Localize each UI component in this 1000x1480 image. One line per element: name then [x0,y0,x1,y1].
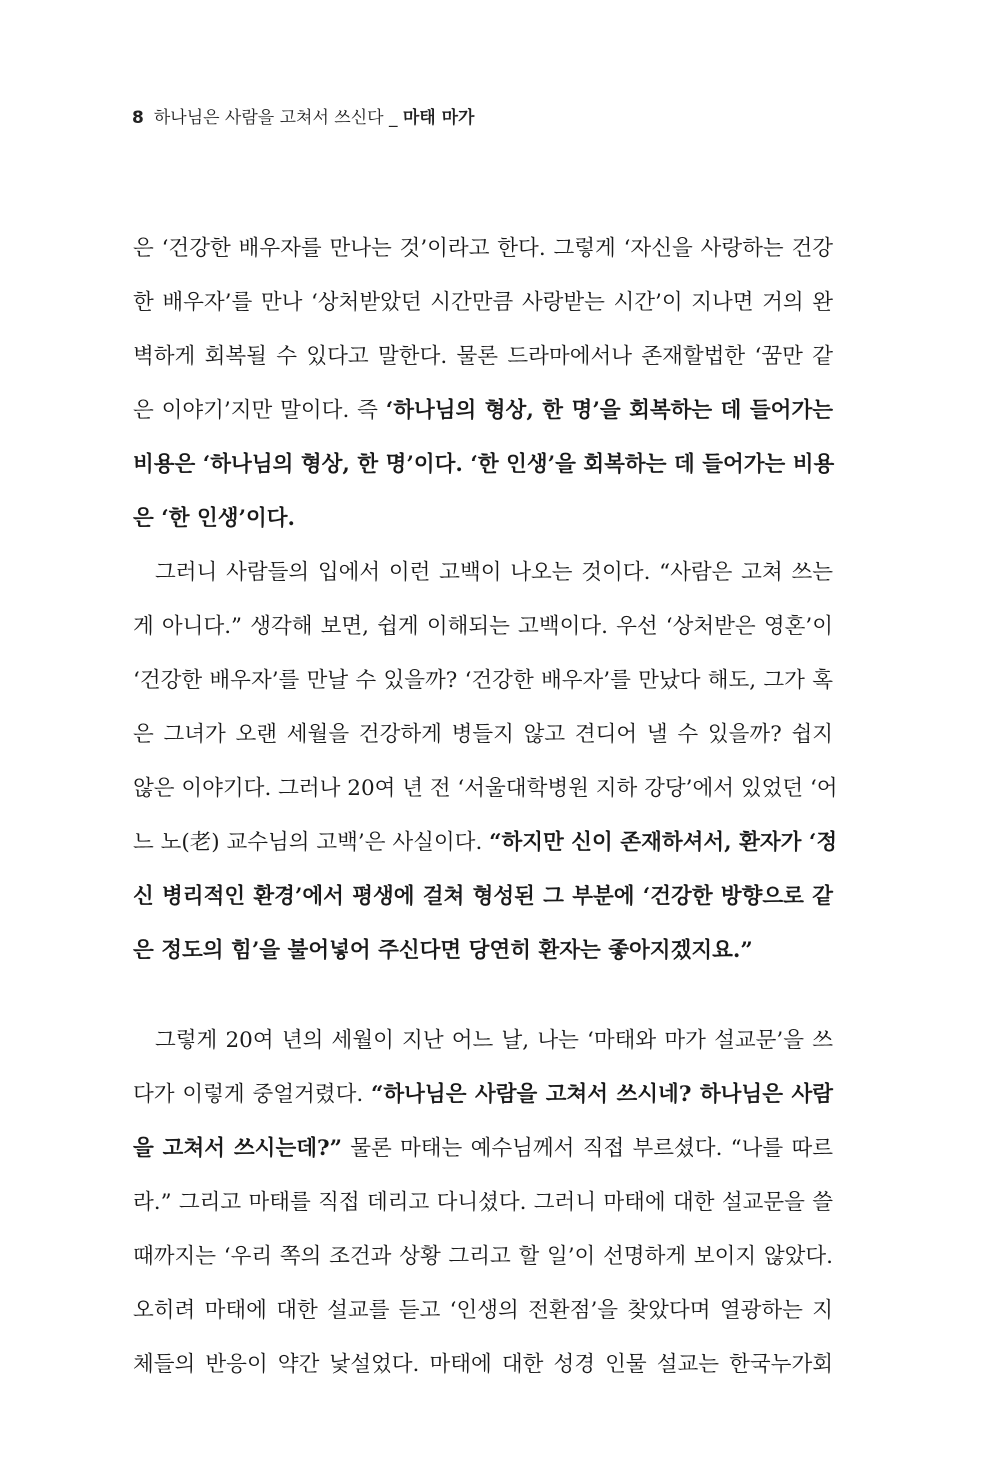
text-segment: 않은 이야기다. 그러나 20여 년 전 ‘서울대학병원 지하 강당’에서 있었던 ‘어 [133,776,838,801]
text-line [133,1014,833,1068]
text-line [133,1230,833,1284]
bold-text: 신 병리적인 환경’에서 평생에 걸쳐 형성된 그 부분에 ‘건강한 방향으로 같 [133,884,833,909]
text-segment: 은 이야기’지만 말이다. 즉 [133,398,386,423]
text-segment: 벽하게 회복될 수 있다고 말한다. 물론 드라마에서나 존재할법한 ‘꿈만 같 [133,344,833,369]
chapter-title: 마태 마가 [402,108,475,128]
text-line [133,1068,833,1122]
running-header [132,104,474,132]
text-segment: 다가 이렇게 중얼거렸다. [133,1082,372,1107]
bold-text: 비용은 ‘하나님의 형상, 한 명’이다. ‘한 인생’을 회복하는 데 들어가는 비용 [133,452,835,477]
text-line [133,546,833,600]
text-segment: 오히려 마태에 대한 설교를 듣고 ‘인생의 전환점’을 찾았다며 열광하는 지 [133,1298,833,1323]
text-line [133,600,833,654]
text-line [133,438,833,492]
text-segment: 느 노(老) 교수님의 고백’은 사실이다. [133,830,490,855]
text-line [133,330,833,384]
body-text [133,222,838,1392]
text-line [133,1338,833,1392]
text-segment: 한 배우자’를 만나 ‘상처받았던 시간만큼 사랑받는 시간’이 지나면 거의 완 [133,290,833,315]
text-line [133,222,833,276]
text-line [133,384,833,438]
text-line [133,924,833,1014]
text-line [133,654,833,708]
text-line [133,1284,833,1338]
text-line [133,276,833,330]
text-line [133,762,838,816]
bold-text: ‘하나님의 형상, 한 명’을 회복하는 데 들어가는 [385,398,833,423]
book-title: 하나님은 사람을 고쳐서 쓰신다 _ [153,108,398,128]
text-segment: 은 ‘건강한 배우자를 만나는 것’이라고 한다. 그렇게 ‘자신을 사랑하는 건강 [133,236,833,261]
text-segment: 은 그녀가 오랜 세월을 건강하게 병들지 않고 견디어 낼 수 있을까? 쉽지 [133,722,833,747]
text-line [133,492,833,546]
page-number: 8 [132,108,144,128]
text-segment: 게 아니다.” 생각해 보면, 쉽게 이해되는 고백이다. 우선 ‘상처받은 영혼’이 [133,614,833,639]
bold-text: “하나님은 사람을 고쳐서 쓰시네? 하나님은 사람 [371,1082,833,1107]
text-segment: 체들의 반응이 약간 낯설었다. 마태에 대한 성경 인물 설교는 한국누가회 [133,1352,833,1377]
bold-text: 은 정도의 힘’을 불어넣어 주신다면 당연히 환자는 좋아지겠지요.” [133,938,753,963]
text-line [133,708,833,762]
text-line [133,1176,833,1230]
text-line [133,1122,833,1176]
bold-text: 은 ‘한 인생’이다. [133,506,296,531]
text-segment: 라.” 그리고 마태를 직접 데리고 다니셨다. 그러니 마태에 대한 설교문을 쓸 [133,1190,833,1215]
bold-text: “하지만 신이 존재하셔서, 환자가 ‘정 [489,830,838,855]
text-line [133,816,838,870]
text-segment: 그렇게 20여 년의 세월이 지난 어느 날, 나는 ‘마태와 마가 설교문’을 쓰 [155,1028,833,1053]
text-segment: 물론 마태는 예수님께서 직접 부르셨다. “나를 따르 [341,1136,833,1161]
text-segment: 때까지는 ‘우리 쪽의 조건과 상황 그리고 할 일’이 선명하게 보이지 않았다. [133,1244,833,1269]
text-line [133,870,833,924]
bold-text: 을 고쳐서 쓰시는데?” [133,1136,342,1161]
text-segment: 그러니 사람들의 입에서 이런 고백이 나오는 것이다. “사람은 고쳐 쓰는 [155,560,833,585]
text-segment: ‘건강한 배우자’를 만날 수 있을까? ‘건강한 배우자’를 만났다 해도, 그가 혹 [133,668,833,693]
